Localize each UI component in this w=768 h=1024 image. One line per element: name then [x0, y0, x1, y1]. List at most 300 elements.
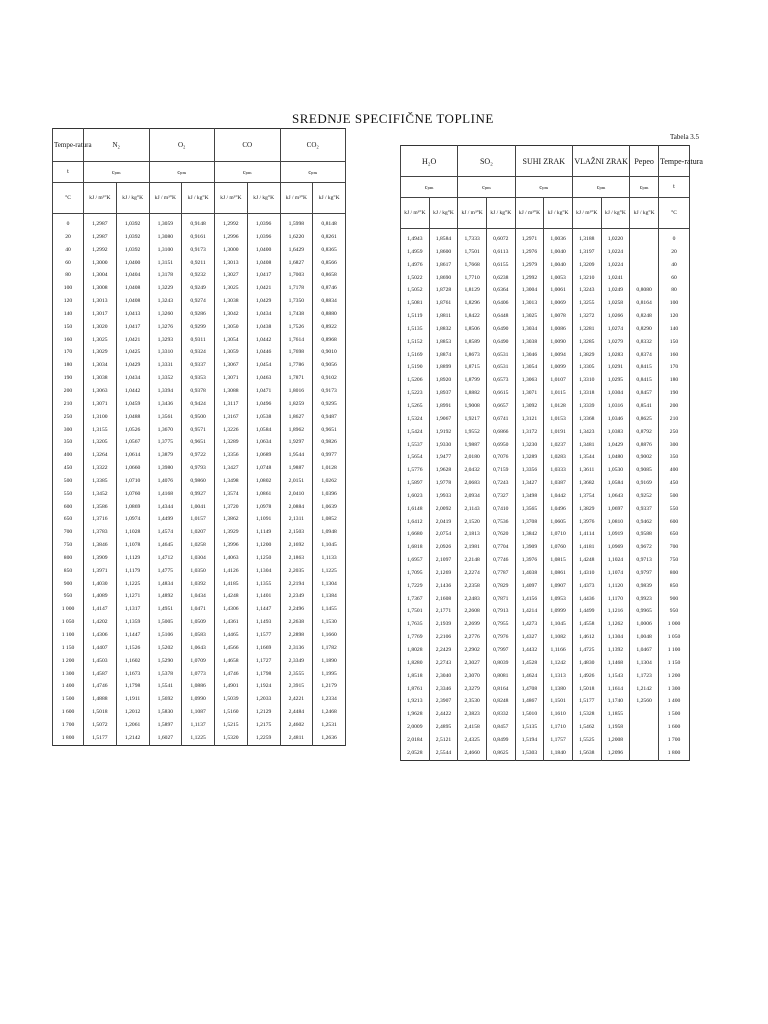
value-cell: 0,9378	[182, 385, 215, 398]
t-label: t	[659, 177, 690, 198]
value-cell: 2,3279	[458, 683, 487, 696]
value-cell: 2,2358	[458, 580, 487, 593]
value-cell: 1,0396	[247, 214, 280, 231]
value-cell: 1,4076	[149, 475, 182, 488]
value-cell: 2,3070	[458, 670, 487, 683]
value-cell: 1,2996	[215, 231, 248, 244]
value-cell: 0,8880	[313, 308, 346, 321]
table-row	[53, 334, 346, 347]
value-cell: 1,5462	[572, 721, 601, 734]
value-cell: 1,2976	[515, 246, 544, 259]
value-cell: 0,6866	[486, 426, 515, 439]
value-cell: 1,0094	[544, 349, 573, 362]
value-cell: 1,2142	[630, 683, 659, 696]
value-cell: 1,5052	[401, 284, 430, 297]
value-cell: 0,7997	[486, 644, 515, 657]
table-row	[53, 449, 346, 462]
value-cell: 1,4114	[572, 528, 601, 541]
value-cell: 1,3670	[149, 424, 182, 437]
temperature-cell: 1 700	[659, 734, 690, 747]
temperature-cell: 250	[659, 426, 690, 439]
value-cell: 1,9778	[429, 477, 458, 490]
value-cell: 1,5022	[401, 272, 430, 285]
table-row	[53, 552, 346, 565]
value-cell: 1,9628	[401, 708, 430, 721]
value-cell: 2,4602	[280, 719, 313, 732]
value-cell: 1,8506	[458, 323, 487, 336]
table-row	[401, 272, 690, 285]
value-cell: 1,6680	[401, 528, 430, 541]
value-cell: 0,9169	[630, 477, 659, 490]
value-cell: 1,2033	[247, 693, 280, 706]
value-cell: 1,1082	[544, 631, 573, 644]
value-cell: 1,5202	[149, 642, 182, 655]
temperature-cell: 180	[659, 374, 690, 387]
value-cell: 0,9651	[182, 436, 215, 449]
value-cell: 1,1855	[601, 708, 630, 721]
value-cell: 1,0107	[544, 374, 573, 387]
value-cell: 1,3976	[515, 554, 544, 567]
value-cell: 1,0488	[116, 411, 149, 424]
value-cell: 1,3020	[84, 321, 117, 334]
value-cell: 1,2987	[84, 214, 117, 231]
value-cell: 1,0153	[544, 413, 573, 426]
value-cell: 1,1401	[247, 590, 280, 603]
table-row	[401, 400, 690, 413]
value-cell: 2,1097	[429, 554, 458, 567]
value-cell: 1,3004	[84, 269, 117, 282]
value-cell: 1,1359	[116, 616, 149, 629]
value-cell: 1,3356	[215, 449, 248, 462]
table-row	[53, 282, 346, 295]
value-cell: 0,8248	[486, 695, 515, 708]
value-cell: 1,4712	[149, 552, 182, 565]
table-row	[401, 644, 690, 657]
value-cell: 2,2035	[280, 565, 313, 578]
temperature-cell: 500	[53, 475, 84, 488]
value-cell: 1,8874	[429, 349, 458, 362]
value-cell: 1,0061	[544, 284, 573, 297]
value-cell: 1,0815	[544, 554, 573, 567]
value-cell: 1,1304	[630, 657, 659, 670]
value-cell: 1,7710	[458, 272, 487, 285]
right-table-body	[401, 229, 690, 761]
value-cell: 1,4587	[84, 668, 117, 681]
value-cell: 1,4156	[515, 593, 544, 606]
value-cell: 1,3322	[84, 462, 117, 475]
temperature-cell: 200	[659, 400, 690, 413]
table-row	[401, 323, 690, 336]
value-cell: 2,3530	[458, 695, 487, 708]
value-cell: 1,5378	[149, 668, 182, 681]
value-cell: 1,0291	[601, 361, 630, 374]
value-cell: 1,6027	[149, 732, 182, 745]
value-cell: 1,1129	[116, 552, 149, 565]
table-row	[53, 411, 346, 424]
value-cell: 2,0926	[429, 541, 458, 554]
value-cell: 2,3823	[458, 708, 487, 721]
value-cell: 1,0283	[544, 451, 573, 464]
value-cell: 1,2179	[313, 680, 346, 693]
value-cell: 0,8746	[313, 282, 346, 295]
value-cell: 1,3067	[215, 359, 248, 372]
table-row	[401, 516, 690, 529]
value-cell: 1,0496	[544, 503, 573, 516]
value-cell: 0,8039	[486, 657, 515, 670]
value-cell: 1,0040	[544, 246, 573, 259]
value-cell: 1,3356	[515, 464, 544, 477]
value-cell: 1,5303	[515, 747, 544, 760]
cpm-label: cₚₘ	[572, 177, 629, 198]
temperature-cell: 1 500	[53, 693, 84, 706]
value-cell: 1,5039	[215, 693, 248, 706]
value-cell: 1,3205	[84, 436, 117, 449]
temperature-cell: 210	[659, 413, 690, 426]
value-cell: 1,1782	[313, 642, 346, 655]
value-cell: 1,0350	[182, 565, 215, 578]
value-cell: 1,1995	[313, 668, 346, 681]
temperature-cell: 350	[659, 451, 690, 464]
value-cell: 1,0408	[116, 282, 149, 295]
value-cell: 1,7614	[280, 334, 313, 347]
value-cell: 1,0990	[182, 693, 215, 706]
unit-label: kJ / kg°K	[544, 198, 573, 229]
value-cell: 1,9213	[401, 695, 430, 708]
value-cell: 1,3117	[215, 398, 248, 411]
value-cell: 1,5290	[149, 655, 182, 668]
value-cell: 1,9297	[280, 436, 313, 449]
value-cell: 1,0237	[544, 439, 573, 452]
value-cell: 1,8799	[458, 374, 487, 387]
unit-label: kJ / m³°K	[280, 183, 313, 214]
value-cell: 1,0480	[601, 451, 630, 464]
value-cell: 1,1958	[601, 721, 630, 734]
value-cell: 1,0709	[182, 655, 215, 668]
value-cell: 1,0689	[247, 449, 280, 462]
value-cell: 1,4147	[84, 603, 117, 616]
value-cell: 1,0802	[247, 475, 280, 488]
temperature-cell: 210	[53, 398, 84, 411]
value-cell: 2,2148	[458, 554, 487, 567]
value-cell: 1,9477	[429, 451, 458, 464]
value-cell: 1,1710	[544, 721, 573, 734]
temperature-cell: 450	[53, 462, 84, 475]
value-cell: 1,3100	[149, 244, 182, 257]
value-cell: 1,8518	[401, 670, 430, 683]
temperature-cell: 1 700	[53, 719, 84, 732]
value-cell: 1,2175	[247, 719, 280, 732]
value-cell: 1,7350	[280, 295, 313, 308]
value-cell: 1,4432	[515, 644, 544, 657]
value-cell: 1,7003	[280, 269, 313, 282]
temperature-cell: 120	[659, 310, 690, 323]
value-cell: 1,0509	[182, 616, 215, 629]
value-cell: 1,8761	[401, 683, 430, 696]
value-cell: 1,5072	[84, 719, 117, 732]
table-row	[401, 284, 690, 297]
value-cell	[630, 734, 659, 747]
value-cell: 1,4273	[515, 618, 544, 631]
value-cell: 1,0090	[544, 336, 573, 349]
value-cell: 0,6448	[486, 310, 515, 323]
value-cell: 1,3716	[84, 513, 117, 526]
value-cell: 1,4708	[515, 683, 544, 696]
value-cell: 1,0128	[544, 400, 573, 413]
value-cell: 0,9500	[182, 411, 215, 424]
value-cell: 1,8899	[429, 361, 458, 374]
value-cell: 0,9173	[182, 244, 215, 257]
value-cell: 1,5897	[401, 477, 430, 490]
value-cell: 0,9839	[630, 580, 659, 593]
group-header-o2: O₂	[149, 129, 215, 162]
value-cell: 2,3040	[429, 670, 458, 683]
value-cell: 0,9424	[182, 398, 215, 411]
value-cell: 1,3027	[215, 269, 248, 282]
value-cell: 0,8365	[313, 244, 346, 257]
value-cell: 0,9977	[313, 449, 346, 462]
table-row	[53, 539, 346, 552]
value-cell: 0,9232	[182, 269, 215, 282]
table-row	[401, 490, 690, 503]
value-cell: 1,3243	[149, 295, 182, 308]
value-cell: 1,6148	[401, 503, 430, 516]
value-cell: 1,3000	[84, 257, 117, 270]
value-cell: 1,3909	[84, 552, 117, 565]
temperature-cell: 20	[659, 246, 690, 259]
unit-label: kJ / m³°K	[401, 198, 430, 229]
value-cell: 0,9295	[313, 398, 346, 411]
value-cell: 1,1078	[116, 539, 149, 552]
value-cell: 1,0392	[182, 578, 215, 591]
value-cell: 1,0157	[182, 513, 215, 526]
value-cell: 1,9887	[458, 439, 487, 452]
value-cell: 1,3708	[515, 516, 544, 529]
table-row	[401, 387, 690, 400]
value-cell: 1,5190	[401, 361, 430, 374]
temperature-cell: 150	[53, 321, 84, 334]
value-cell: 0,9462	[630, 516, 659, 529]
group-header-so2: SO₂	[458, 146, 515, 177]
temperature-cell: 900	[659, 593, 690, 606]
temperature-cell: 1 300	[53, 668, 84, 681]
value-cell: 1,3121	[515, 413, 544, 426]
value-cell: 0,9487	[313, 411, 346, 424]
t-label: t	[53, 162, 84, 183]
value-cell: 1,3352	[149, 372, 182, 385]
value-cell: 1,8028	[401, 644, 430, 657]
table-row	[401, 528, 690, 541]
value-cell: 1,0417	[116, 321, 149, 334]
value-cell: 1,2987	[84, 231, 117, 244]
value-cell: 1,7871	[280, 372, 313, 385]
value-cell: 1,1447	[116, 629, 149, 642]
value-cell: 2,2776	[458, 631, 487, 644]
value-cell: 1,0408	[116, 295, 149, 308]
value-cell: 1,6412	[401, 516, 430, 529]
table-row	[53, 308, 346, 321]
value-cell: 1,1577	[247, 629, 280, 642]
value-cell: 1,4830	[572, 657, 601, 670]
value-cell: 0,6238	[486, 272, 515, 285]
value-cell: 1,0304	[182, 552, 215, 565]
value-cell: 2,1143	[458, 503, 487, 516]
value-cell: 1,0040	[544, 259, 573, 272]
value-cell: 1,3980	[149, 462, 182, 475]
value-cell: 0,6615	[486, 387, 515, 400]
temperature-cell: 850	[53, 565, 84, 578]
value-cell: 0,9860	[182, 475, 215, 488]
value-cell: 2,1269	[429, 567, 458, 580]
unit-label: kJ / kg°K	[630, 198, 659, 229]
temperature-cell: 80	[53, 269, 84, 282]
table-row	[401, 349, 690, 362]
value-cell: 1,0953	[544, 593, 573, 606]
value-cell: 1,0697	[601, 503, 630, 516]
value-cell: 1,3178	[149, 269, 182, 282]
value-cell: 1,2129	[247, 706, 280, 719]
table-row	[53, 706, 346, 719]
value-cell: 2,0092	[429, 503, 458, 516]
value-cell: 1,2012	[116, 706, 149, 719]
value-cell: 1,5206	[401, 374, 430, 387]
value-cell: 0,8415	[630, 374, 659, 387]
cpm-label: cₚₘ	[280, 162, 346, 183]
value-cell: 1,5081	[401, 297, 430, 310]
unit-label: kJ / kg°K	[486, 198, 515, 229]
table-row	[53, 732, 346, 745]
cpm-label: cₚₘ	[149, 162, 215, 183]
table-row	[401, 683, 690, 696]
temperature-cell: 150	[659, 336, 690, 349]
value-cell: 1,2992	[515, 272, 544, 285]
value-cell: 1,0241	[601, 272, 630, 285]
group-header-co2: CO₂	[280, 129, 346, 162]
value-cell: 0,8876	[630, 439, 659, 452]
right-specific-heat-table	[400, 145, 703, 761]
value-cell: 1,0919	[601, 528, 630, 541]
value-cell: 2,2106	[429, 631, 458, 644]
value-cell: 1,6429	[280, 244, 313, 257]
table-row	[53, 616, 346, 629]
value-cell: 1,3310	[572, 374, 601, 387]
value-cell: 1,0048	[630, 631, 659, 644]
value-cell: 0,6072	[486, 229, 515, 246]
value-cell: 1,3071	[84, 398, 117, 411]
value-cell: 0,6950	[486, 439, 515, 452]
value-cell: 1,4775	[149, 565, 182, 578]
value-cell: 0,6490	[486, 336, 515, 349]
temperature-cell: 80	[659, 284, 690, 297]
value-cell: 2,2902	[458, 644, 487, 657]
table-row	[53, 359, 346, 372]
value-cell: 1,1074	[601, 567, 630, 580]
value-cell: 1,0584	[247, 424, 280, 437]
value-cell: 1,0442	[116, 385, 149, 398]
value-cell: 1,1392	[601, 644, 630, 657]
table-row	[53, 372, 346, 385]
value-cell: 1,5169	[401, 349, 430, 362]
value-cell: 1,4126	[215, 565, 248, 578]
value-cell: 1,0907	[544, 580, 573, 593]
table-row	[401, 605, 690, 618]
value-cell: 0,8625	[486, 747, 515, 760]
table-row	[53, 295, 346, 308]
value-cell: 0,6531	[486, 361, 515, 374]
unit-label: kJ / kg°K	[601, 198, 630, 229]
value-cell: 1,4306	[215, 603, 248, 616]
value-cell: 1,0429	[116, 359, 149, 372]
value-cell: 1,3004	[515, 284, 544, 297]
value-cell: 1,3971	[84, 565, 117, 578]
value-cell: 1,0333	[544, 464, 573, 477]
value-cell: 0,9148	[182, 214, 215, 231]
value-cell: 1,4951	[149, 603, 182, 616]
value-cell: 1,1380	[544, 683, 573, 696]
value-cell: 1,3063	[84, 385, 117, 398]
value-cell: 1,0634	[247, 436, 280, 449]
value-cell: 1,4248	[572, 554, 601, 567]
table-row	[401, 477, 690, 490]
temperature-cell: 160	[659, 349, 690, 362]
value-cell: 1,4436	[572, 593, 601, 606]
value-cell: 1,7698	[280, 346, 313, 359]
temperature-cell: 650	[659, 528, 690, 541]
table-row	[401, 593, 690, 606]
value-cell: 1,7178	[280, 282, 313, 295]
value-cell: 2,0754	[429, 528, 458, 541]
table-row	[401, 246, 690, 259]
cpm-label: cₚₘ	[84, 162, 150, 183]
value-cell: 1,5018	[572, 683, 601, 696]
value-cell: 1,3046	[515, 349, 544, 362]
value-cell: 1,3754	[572, 490, 601, 503]
value-cell: 0,7976	[486, 631, 515, 644]
table-row	[401, 657, 690, 670]
value-cell: 0,9571	[182, 424, 215, 437]
value-cell: 2,4660	[458, 747, 487, 760]
value-cell: 1,5135	[401, 323, 430, 336]
value-cell: 1,4976	[401, 259, 430, 272]
table-row	[401, 503, 690, 516]
temperature-cell: 550	[53, 488, 84, 501]
value-cell: 1,8129	[458, 284, 487, 297]
value-cell: 2,1981	[458, 541, 487, 554]
value-cell: 1,5135	[515, 721, 544, 734]
value-cell: 1,1543	[601, 670, 630, 683]
temperature-cell: 1 500	[659, 708, 690, 721]
value-cell: 2,0432	[458, 464, 487, 477]
value-cell: 1,2531	[313, 719, 346, 732]
value-cell: 1,1723	[630, 670, 659, 683]
value-cell: 1,4185	[215, 578, 248, 591]
value-cell: 2,1311	[280, 513, 313, 526]
value-cell: 1,1170	[601, 593, 630, 606]
temperature-cell: 400	[659, 464, 690, 477]
value-cell: 1,0538	[247, 411, 280, 424]
value-cell: 1,5692	[149, 693, 182, 706]
table-row	[401, 374, 690, 387]
temperature-cell: 750	[53, 539, 84, 552]
value-cell: 1,5160	[215, 706, 248, 719]
table-row	[401, 734, 690, 747]
value-cell: 1,1028	[116, 526, 149, 539]
value-cell: 1,1840	[544, 747, 573, 760]
unit-label: kJ / kg°K	[429, 198, 458, 229]
value-cell: 0,8457	[630, 387, 659, 400]
value-cell: 2,2496	[280, 603, 313, 616]
value-cell: 1,1757	[544, 734, 573, 747]
value-cell: 0,8625	[630, 413, 659, 426]
